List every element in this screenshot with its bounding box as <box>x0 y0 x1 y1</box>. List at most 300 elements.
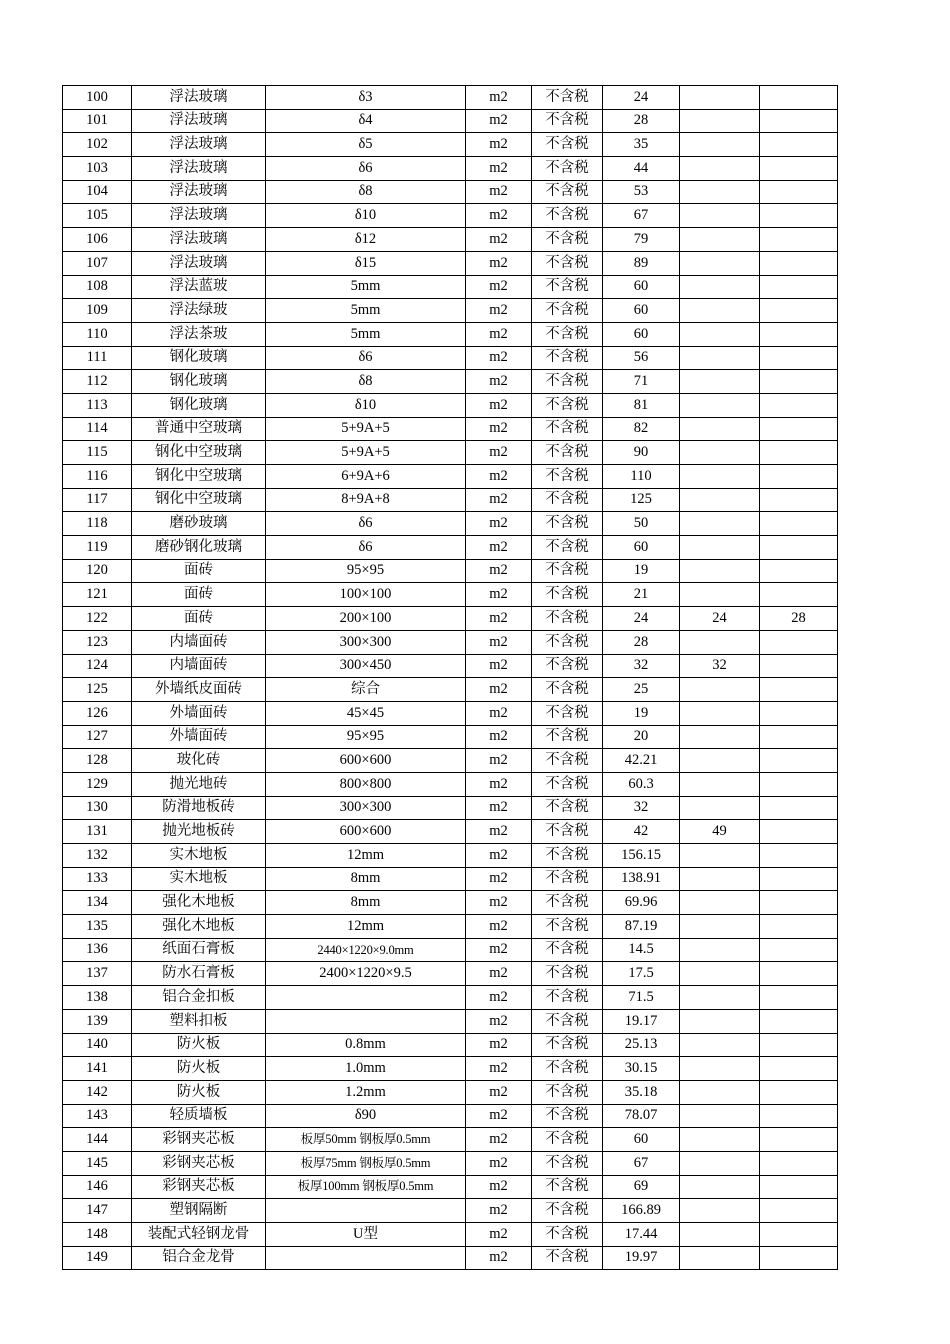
cell-unit[interactable]: m2 <box>466 701 532 725</box>
cell-row-number[interactable]: 134 <box>63 891 132 915</box>
cell-tax-type[interactable]: 不含税 <box>532 346 603 370</box>
cell-reference-price-1[interactable] <box>680 1151 760 1175</box>
cell-reference-price-2[interactable] <box>760 938 838 962</box>
cell-reference-price-1[interactable] <box>680 393 760 417</box>
cell-unit-price[interactable]: 44 <box>603 157 680 181</box>
cell-specification[interactable]: 600×600 <box>266 749 466 773</box>
cell-specification[interactable]: 8+9A+8 <box>266 488 466 512</box>
cell-unit-price[interactable]: 56 <box>603 346 680 370</box>
cell-specification[interactable]: δ6 <box>266 157 466 181</box>
cell-unit-price[interactable]: 87.19 <box>603 915 680 939</box>
table-row[interactable] <box>63 488 838 512</box>
cell-row-number[interactable]: 149 <box>63 1246 132 1270</box>
cell-reference-price-1[interactable] <box>680 1199 760 1223</box>
cell-unit[interactable]: m2 <box>466 654 532 678</box>
cell-unit-price[interactable]: 42 <box>603 820 680 844</box>
cell-specification[interactable]: 1.0mm <box>266 1057 466 1081</box>
cell-reference-price-2[interactable] <box>760 1057 838 1081</box>
cell-reference-price-1[interactable] <box>680 228 760 252</box>
cell-reference-price-2[interactable] <box>760 86 838 110</box>
cell-material-name[interactable]: 内墙面砖 <box>132 654 266 678</box>
cell-unit-price[interactable]: 138.91 <box>603 867 680 891</box>
cell-reference-price-1[interactable] <box>680 867 760 891</box>
cell-reference-price-1[interactable] <box>680 512 760 536</box>
cell-material-name[interactable]: 面砖 <box>132 607 266 631</box>
cell-unit[interactable]: m2 <box>466 559 532 583</box>
cell-unit-price[interactable]: 60 <box>603 275 680 299</box>
cell-unit[interactable]: m2 <box>466 820 532 844</box>
table-row[interactable] <box>63 654 838 678</box>
cell-unit[interactable]: m2 <box>466 133 532 157</box>
cell-reference-price-1[interactable] <box>680 1057 760 1081</box>
cell-row-number[interactable]: 128 <box>63 749 132 773</box>
cell-specification[interactable] <box>266 1009 466 1033</box>
table-row[interactable] <box>63 204 838 228</box>
cell-tax-type[interactable]: 不含税 <box>532 962 603 986</box>
table-row[interactable] <box>63 275 838 299</box>
cell-reference-price-1[interactable] <box>680 346 760 370</box>
cell-specification[interactable]: 0.8mm <box>266 1033 466 1057</box>
table-row[interactable] <box>63 986 838 1010</box>
cell-specification[interactable]: 8mm <box>266 891 466 915</box>
cell-unit-price[interactable]: 89 <box>603 251 680 275</box>
cell-reference-price-1[interactable] <box>680 157 760 181</box>
cell-unit-price[interactable]: 50 <box>603 512 680 536</box>
cell-row-number[interactable]: 112 <box>63 370 132 394</box>
cell-reference-price-1[interactable] <box>680 725 760 749</box>
cell-reference-price-2[interactable] <box>760 986 838 1010</box>
table-row[interactable] <box>63 1199 838 1223</box>
cell-unit[interactable]: m2 <box>466 512 532 536</box>
table-row[interactable] <box>63 1151 838 1175</box>
cell-reference-price-1[interactable] <box>680 180 760 204</box>
cell-tax-type[interactable]: 不含税 <box>532 725 603 749</box>
cell-specification[interactable]: 5mm <box>266 322 466 346</box>
cell-material-name[interactable]: 钢化玻璃 <box>132 393 266 417</box>
cell-reference-price-2[interactable] <box>760 204 838 228</box>
cell-row-number[interactable]: 103 <box>63 157 132 181</box>
cell-reference-price-1[interactable] <box>680 133 760 157</box>
table-row[interactable] <box>63 1009 838 1033</box>
cell-row-number[interactable]: 135 <box>63 915 132 939</box>
cell-specification[interactable]: 200×100 <box>266 607 466 631</box>
cell-material-name[interactable]: 外墙面砖 <box>132 701 266 725</box>
cell-unit-price[interactable]: 35 <box>603 133 680 157</box>
cell-row-number[interactable]: 105 <box>63 204 132 228</box>
cell-reference-price-1[interactable] <box>680 1104 760 1128</box>
cell-unit[interactable]: m2 <box>466 86 532 110</box>
cell-row-number[interactable]: 113 <box>63 393 132 417</box>
cell-reference-price-2[interactable] <box>760 1151 838 1175</box>
cell-specification[interactable]: δ5 <box>266 133 466 157</box>
cell-unit-price[interactable]: 156.15 <box>603 844 680 868</box>
cell-reference-price-1[interactable] <box>680 370 760 394</box>
cell-specification[interactable]: 5+9A+5 <box>266 441 466 465</box>
cell-row-number[interactable]: 126 <box>63 701 132 725</box>
table-row[interactable] <box>63 180 838 204</box>
cell-unit-price[interactable]: 32 <box>603 796 680 820</box>
cell-unit-price[interactable]: 166.89 <box>603 1199 680 1223</box>
cell-reference-price-2[interactable] <box>760 678 838 702</box>
cell-tax-type[interactable]: 不含税 <box>532 322 603 346</box>
cell-reference-price-2[interactable] <box>760 1104 838 1128</box>
cell-unit[interactable]: m2 <box>466 678 532 702</box>
cell-specification[interactable]: 2440×1220×9.0mm <box>266 938 466 962</box>
cell-reference-price-2[interactable] <box>760 512 838 536</box>
cell-unit[interactable]: m2 <box>466 772 532 796</box>
cell-reference-price-2[interactable] <box>760 275 838 299</box>
cell-unit[interactable]: m2 <box>466 275 532 299</box>
cell-reference-price-2[interactable] <box>760 488 838 512</box>
cell-unit-price[interactable]: 53 <box>603 180 680 204</box>
cell-unit[interactable]: m2 <box>466 986 532 1010</box>
cell-tax-type[interactable]: 不含税 <box>532 678 603 702</box>
cell-tax-type[interactable]: 不含税 <box>532 607 603 631</box>
cell-unit-price[interactable]: 71 <box>603 370 680 394</box>
cell-tax-type[interactable]: 不含税 <box>532 1246 603 1270</box>
cell-specification[interactable]: δ3 <box>266 86 466 110</box>
cell-row-number[interactable]: 127 <box>63 725 132 749</box>
cell-unit-price[interactable]: 125 <box>603 488 680 512</box>
cell-unit[interactable]: m2 <box>466 251 532 275</box>
cell-reference-price-2[interactable] <box>760 228 838 252</box>
cell-tax-type[interactable]: 不含税 <box>532 1151 603 1175</box>
cell-reference-price-1[interactable] <box>680 749 760 773</box>
cell-tax-type[interactable]: 不含税 <box>532 86 603 110</box>
cell-reference-price-1[interactable] <box>680 1223 760 1247</box>
cell-unit[interactable]: m2 <box>466 322 532 346</box>
cell-reference-price-2[interactable] <box>760 1080 838 1104</box>
cell-reference-price-1[interactable] <box>680 1033 760 1057</box>
cell-unit-price[interactable]: 19 <box>603 701 680 725</box>
cell-reference-price-2[interactable] <box>760 133 838 157</box>
cell-specification[interactable]: δ12 <box>266 228 466 252</box>
cell-specification[interactable]: δ6 <box>266 512 466 536</box>
cell-unit-price[interactable]: 14.5 <box>603 938 680 962</box>
cell-tax-type[interactable]: 不含税 <box>532 393 603 417</box>
table-row[interactable] <box>63 583 838 607</box>
cell-specification[interactable]: 95×95 <box>266 559 466 583</box>
table-row[interactable] <box>63 796 838 820</box>
cell-row-number[interactable]: 121 <box>63 583 132 607</box>
cell-row-number[interactable]: 102 <box>63 133 132 157</box>
cell-unit-price[interactable]: 24 <box>603 607 680 631</box>
cell-unit-price[interactable]: 69 <box>603 1175 680 1199</box>
cell-material-name[interactable]: 防水石膏板 <box>132 962 266 986</box>
cell-reference-price-1[interactable] <box>680 1175 760 1199</box>
cell-specification[interactable]: 100×100 <box>266 583 466 607</box>
cell-unit[interactable]: m2 <box>466 1104 532 1128</box>
cell-tax-type[interactable]: 不含税 <box>532 488 603 512</box>
cell-reference-price-2[interactable] <box>760 1199 838 1223</box>
cell-unit[interactable]: m2 <box>466 228 532 252</box>
cell-material-name[interactable]: 浮法蓝玻 <box>132 275 266 299</box>
cell-unit-price[interactable]: 25.13 <box>603 1033 680 1057</box>
cell-reference-price-1[interactable] <box>680 915 760 939</box>
cell-tax-type[interactable]: 不含税 <box>532 417 603 441</box>
cell-reference-price-1[interactable]: 24 <box>680 607 760 631</box>
cell-row-number[interactable]: 124 <box>63 654 132 678</box>
cell-row-number[interactable]: 144 <box>63 1128 132 1152</box>
cell-tax-type[interactable]: 不含税 <box>532 1175 603 1199</box>
table-row[interactable] <box>63 1128 838 1152</box>
cell-specification[interactable]: δ6 <box>266 536 466 560</box>
cell-tax-type[interactable]: 不含税 <box>532 441 603 465</box>
cell-material-name[interactable]: 浮法玻璃 <box>132 251 266 275</box>
cell-unit-price[interactable]: 20 <box>603 725 680 749</box>
table-row[interactable] <box>63 346 838 370</box>
cell-tax-type[interactable]: 不含税 <box>532 749 603 773</box>
cell-tax-type[interactable]: 不含税 <box>532 1104 603 1128</box>
cell-specification[interactable]: 2400×1220×9.5 <box>266 962 466 986</box>
table-row[interactable] <box>63 441 838 465</box>
cell-material-name[interactable]: 钢化中空玻璃 <box>132 488 266 512</box>
cell-specification[interactable]: δ8 <box>266 180 466 204</box>
table-row[interactable] <box>63 157 838 181</box>
cell-reference-price-2[interactable] <box>760 891 838 915</box>
cell-unit[interactable]: m2 <box>466 796 532 820</box>
cell-unit[interactable]: m2 <box>466 536 532 560</box>
cell-material-name[interactable]: 塑钢隔断 <box>132 1199 266 1223</box>
table-row[interactable] <box>63 1175 838 1199</box>
cell-unit-price[interactable]: 79 <box>603 228 680 252</box>
cell-unit-price[interactable]: 69.96 <box>603 891 680 915</box>
cell-reference-price-2[interactable] <box>760 536 838 560</box>
cell-material-name[interactable]: 浮法玻璃 <box>132 204 266 228</box>
cell-reference-price-2[interactable] <box>760 820 838 844</box>
cell-reference-price-1[interactable] <box>680 109 760 133</box>
cell-material-name[interactable]: 铝合金扣板 <box>132 986 266 1010</box>
cell-reference-price-2[interactable] <box>760 559 838 583</box>
table-row[interactable] <box>63 322 838 346</box>
cell-material-name[interactable]: 彩钢夹芯板 <box>132 1151 266 1175</box>
cell-unit[interactable]: m2 <box>466 1199 532 1223</box>
cell-reference-price-1[interactable] <box>680 796 760 820</box>
cell-specification[interactable]: 5+9A+5 <box>266 417 466 441</box>
cell-unit[interactable]: m2 <box>466 844 532 868</box>
cell-specification[interactable]: δ8 <box>266 370 466 394</box>
cell-reference-price-1[interactable] <box>680 891 760 915</box>
cell-reference-price-2[interactable] <box>760 1175 838 1199</box>
cell-reference-price-2[interactable] <box>760 844 838 868</box>
cell-reference-price-2[interactable] <box>760 251 838 275</box>
cell-row-number[interactable]: 110 <box>63 322 132 346</box>
cell-unit[interactable]: m2 <box>466 962 532 986</box>
cell-specification[interactable]: 板厚100mm 钢板厚0.5mm <box>266 1175 466 1199</box>
cell-specification[interactable]: 5mm <box>266 275 466 299</box>
cell-unit[interactable]: m2 <box>466 1080 532 1104</box>
cell-tax-type[interactable]: 不含税 <box>532 1199 603 1223</box>
cell-tax-type[interactable]: 不含税 <box>532 559 603 583</box>
cell-tax-type[interactable]: 不含税 <box>532 204 603 228</box>
cell-reference-price-2[interactable] <box>760 1223 838 1247</box>
table-row[interactable] <box>63 1223 838 1247</box>
cell-tax-type[interactable]: 不含税 <box>532 820 603 844</box>
cell-unit[interactable]: m2 <box>466 630 532 654</box>
cell-reference-price-1[interactable] <box>680 678 760 702</box>
cell-row-number[interactable]: 107 <box>63 251 132 275</box>
cell-row-number[interactable]: 139 <box>63 1009 132 1033</box>
cell-specification[interactable]: 12mm <box>266 844 466 868</box>
cell-reference-price-1[interactable] <box>680 417 760 441</box>
cell-unit[interactable]: m2 <box>466 749 532 773</box>
cell-tax-type[interactable]: 不含税 <box>532 1080 603 1104</box>
cell-unit-price[interactable]: 60 <box>603 1128 680 1152</box>
cell-reference-price-1[interactable] <box>680 299 760 323</box>
cell-specification[interactable]: δ6 <box>266 346 466 370</box>
cell-tax-type[interactable]: 不含税 <box>532 844 603 868</box>
cell-reference-price-1[interactable] <box>680 204 760 228</box>
cell-unit-price[interactable]: 78.07 <box>603 1104 680 1128</box>
table-row[interactable] <box>63 607 838 631</box>
cell-unit[interactable]: m2 <box>466 1223 532 1247</box>
cell-unit-price[interactable]: 28 <box>603 109 680 133</box>
cell-reference-price-2[interactable] <box>760 417 838 441</box>
cell-material-name[interactable]: 钢化中空玻璃 <box>132 465 266 489</box>
cell-material-name[interactable]: 轻质墙板 <box>132 1104 266 1128</box>
cell-reference-price-1[interactable]: 32 <box>680 654 760 678</box>
cell-row-number[interactable]: 123 <box>63 630 132 654</box>
cell-unit-price[interactable]: 32 <box>603 654 680 678</box>
cell-row-number[interactable]: 120 <box>63 559 132 583</box>
table-row[interactable] <box>63 938 838 962</box>
cell-unit[interactable]: m2 <box>466 204 532 228</box>
table-row[interactable] <box>63 630 838 654</box>
cell-specification[interactable]: 45×45 <box>266 701 466 725</box>
table-row[interactable] <box>63 512 838 536</box>
table-row[interactable] <box>63 725 838 749</box>
table-row[interactable] <box>63 465 838 489</box>
cell-material-name[interactable]: 浮法玻璃 <box>132 86 266 110</box>
cell-unit-price[interactable]: 81 <box>603 393 680 417</box>
cell-specification[interactable]: 95×95 <box>266 725 466 749</box>
cell-unit[interactable]: m2 <box>466 441 532 465</box>
cell-reference-price-1[interactable] <box>680 1246 760 1270</box>
cell-row-number[interactable]: 137 <box>63 962 132 986</box>
cell-tax-type[interactable]: 不含税 <box>532 109 603 133</box>
cell-specification[interactable]: 800×800 <box>266 772 466 796</box>
cell-reference-price-1[interactable] <box>680 465 760 489</box>
table-row[interactable] <box>63 772 838 796</box>
cell-tax-type[interactable]: 不含税 <box>532 630 603 654</box>
cell-tax-type[interactable]: 不含税 <box>532 1009 603 1033</box>
cell-unit-price[interactable]: 82 <box>603 417 680 441</box>
cell-unit[interactable]: m2 <box>466 370 532 394</box>
cell-specification[interactable]: 12mm <box>266 915 466 939</box>
table-row[interactable] <box>63 86 838 110</box>
cell-material-name[interactable]: 彩钢夹芯板 <box>132 1128 266 1152</box>
cell-reference-price-2[interactable] <box>760 157 838 181</box>
cell-row-number[interactable]: 111 <box>63 346 132 370</box>
cell-reference-price-2[interactable] <box>760 583 838 607</box>
cell-material-name[interactable]: 防火板 <box>132 1080 266 1104</box>
cell-unit-price[interactable]: 60.3 <box>603 772 680 796</box>
cell-unit-price[interactable]: 35.18 <box>603 1080 680 1104</box>
cell-unit[interactable]: m2 <box>466 157 532 181</box>
cell-row-number[interactable]: 147 <box>63 1199 132 1223</box>
cell-tax-type[interactable]: 不含税 <box>532 536 603 560</box>
cell-reference-price-1[interactable] <box>680 962 760 986</box>
cell-specification[interactable]: 8mm <box>266 867 466 891</box>
cell-material-name[interactable]: 强化木地板 <box>132 891 266 915</box>
cell-unit[interactable]: m2 <box>466 1175 532 1199</box>
cell-material-name[interactable]: 浮法茶玻 <box>132 322 266 346</box>
cell-reference-price-1[interactable] <box>680 86 760 110</box>
cell-unit-price[interactable]: 110 <box>603 465 680 489</box>
cell-reference-price-1[interactable] <box>680 844 760 868</box>
cell-unit-price[interactable]: 24 <box>603 86 680 110</box>
cell-reference-price-1[interactable] <box>680 559 760 583</box>
cell-specification[interactable]: U型 <box>266 1223 466 1247</box>
cell-material-name[interactable]: 浮法玻璃 <box>132 109 266 133</box>
table-row[interactable] <box>63 1246 838 1270</box>
cell-material-name[interactable]: 浮法玻璃 <box>132 180 266 204</box>
cell-tax-type[interactable]: 不含税 <box>532 986 603 1010</box>
cell-unit[interactable]: m2 <box>466 299 532 323</box>
cell-reference-price-2[interactable] <box>760 1033 838 1057</box>
cell-reference-price-1[interactable] <box>680 441 760 465</box>
cell-specification[interactable]: δ15 <box>266 251 466 275</box>
cell-material-name[interactable]: 钢化玻璃 <box>132 370 266 394</box>
cell-reference-price-2[interactable] <box>760 299 838 323</box>
cell-unit[interactable]: m2 <box>466 938 532 962</box>
cell-unit-price[interactable]: 60 <box>603 299 680 323</box>
cell-specification[interactable]: 5mm <box>266 299 466 323</box>
cell-row-number[interactable]: 143 <box>63 1104 132 1128</box>
cell-row-number[interactable]: 133 <box>63 867 132 891</box>
cell-specification[interactable]: 300×300 <box>266 796 466 820</box>
cell-specification[interactable] <box>266 1199 466 1223</box>
cell-specification[interactable] <box>266 986 466 1010</box>
cell-tax-type[interactable]: 不含税 <box>532 133 603 157</box>
cell-unit[interactable]: m2 <box>466 1033 532 1057</box>
cell-unit-price[interactable]: 17.5 <box>603 962 680 986</box>
table-row[interactable] <box>63 370 838 394</box>
cell-unit[interactable]: m2 <box>466 109 532 133</box>
cell-material-name[interactable]: 磨砂钢化玻璃 <box>132 536 266 560</box>
cell-unit-price[interactable]: 60 <box>603 536 680 560</box>
cell-unit[interactable]: m2 <box>466 180 532 204</box>
cell-row-number[interactable]: 115 <box>63 441 132 465</box>
cell-reference-price-1[interactable] <box>680 701 760 725</box>
cell-unit[interactable]: m2 <box>466 725 532 749</box>
cell-material-name[interactable]: 防滑地板砖 <box>132 796 266 820</box>
cell-reference-price-1[interactable] <box>680 1128 760 1152</box>
cell-material-name[interactable]: 防火板 <box>132 1057 266 1081</box>
cell-row-number[interactable]: 125 <box>63 678 132 702</box>
cell-specification[interactable]: 板厚75mm 钢板厚0.5mm <box>266 1151 466 1175</box>
cell-row-number[interactable]: 109 <box>63 299 132 323</box>
cell-reference-price-1[interactable] <box>680 536 760 560</box>
cell-tax-type[interactable]: 不含税 <box>532 583 603 607</box>
cell-unit[interactable]: m2 <box>466 465 532 489</box>
cell-reference-price-2[interactable] <box>760 654 838 678</box>
table-row[interactable] <box>63 701 838 725</box>
cell-unit-price[interactable]: 28 <box>603 630 680 654</box>
cell-unit-price[interactable]: 19.17 <box>603 1009 680 1033</box>
cell-material-name[interactable]: 塑料扣板 <box>132 1009 266 1033</box>
cell-material-name[interactable]: 钢化玻璃 <box>132 346 266 370</box>
cell-material-name[interactable]: 面砖 <box>132 583 266 607</box>
cell-material-name[interactable]: 抛光地砖 <box>132 772 266 796</box>
cell-tax-type[interactable]: 不含税 <box>532 701 603 725</box>
cell-unit[interactable]: m2 <box>466 1009 532 1033</box>
cell-material-name[interactable]: 彩钢夹芯板 <box>132 1175 266 1199</box>
cell-material-name[interactable]: 浮法玻璃 <box>132 228 266 252</box>
table-row[interactable] <box>63 867 838 891</box>
cell-unit-price[interactable]: 19 <box>603 559 680 583</box>
cell-reference-price-2[interactable] <box>760 796 838 820</box>
